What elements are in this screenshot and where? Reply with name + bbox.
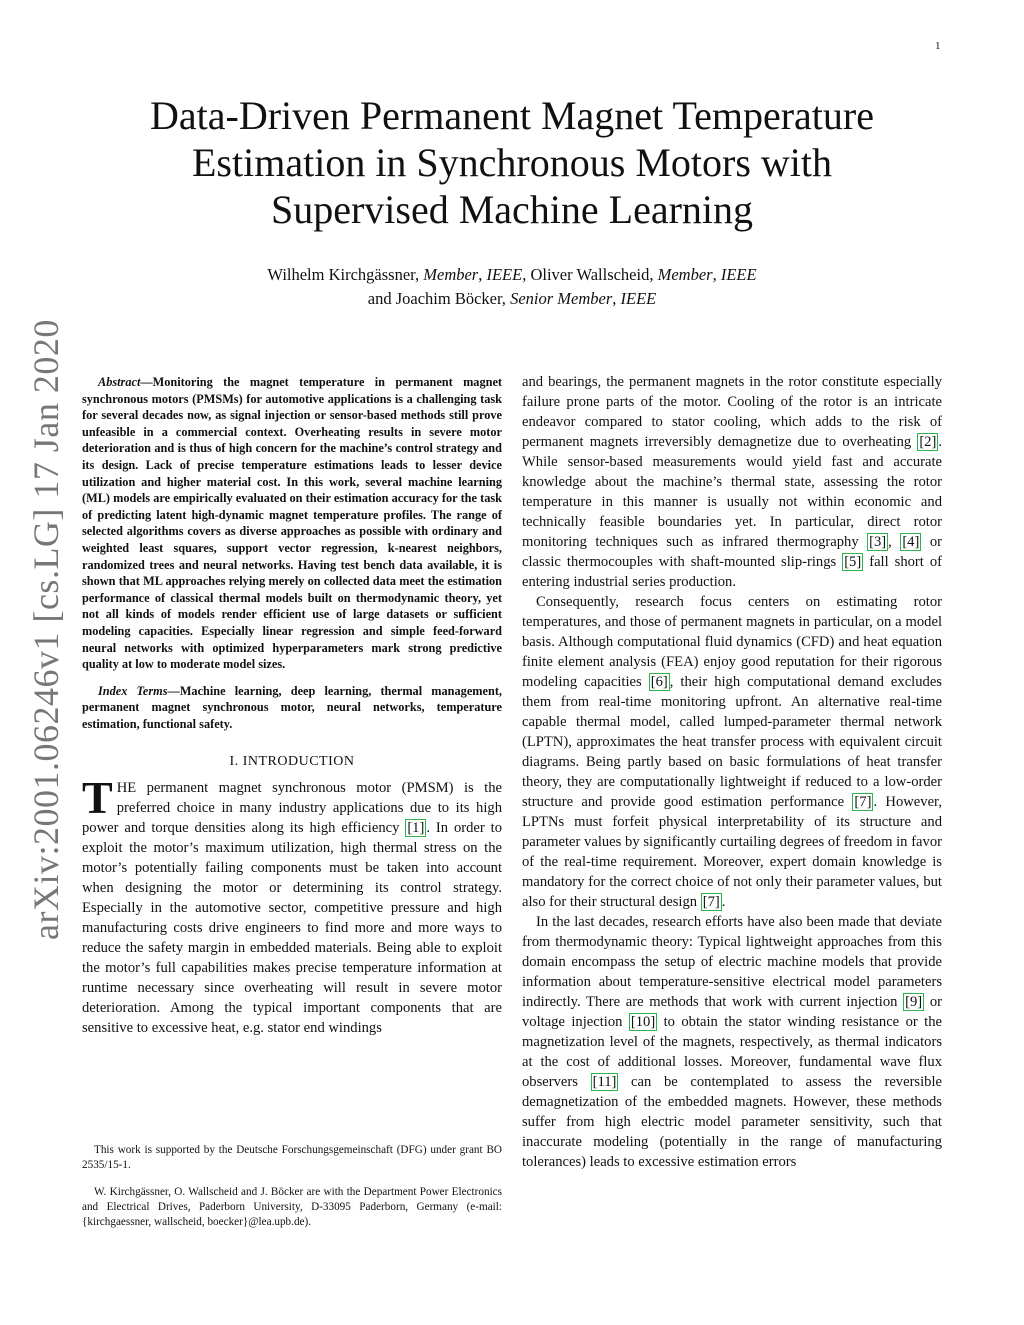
author-3-role: Senior Member — [510, 289, 613, 308]
author-3-org: IEEE — [620, 289, 657, 308]
section-title-initial: I — [242, 754, 248, 770]
citation-link[interactable]: [1] — [407, 820, 425, 837]
right-text: or classic thermocouples with shaft-mounted slip-rings — [522, 534, 942, 570]
index-terms — [82, 683, 502, 733]
left-column — [82, 374, 502, 1038]
right-text: . While sensor-based measurements would yield fast and accurate knowledge about the machine’s thermal state, assessing the rotor temperature in this manner is usually not within economic and technically feasible boundaries yet. In particular, direct rotor monitoring techniques such as infrared thermography — [522, 434, 942, 550]
intro-paragraph — [82, 772, 502, 1038]
citation-link[interactable]: [3] — [869, 534, 887, 550]
arxiv-stamp: arXiv:2001.06246v1 [cs.LG] 17 Jan 2020 — [26, 319, 66, 940]
index-terms-text: Machine learning, deep learning, thermal management, permanent magnet synchronous motor, neural networks, temperature estimation, functional safety. — [82, 683, 502, 731]
citation-link[interactable]: [11] — [592, 1074, 617, 1090]
abstract-dash: — — [140, 375, 153, 389]
author-line-2 — [150, 287, 874, 311]
paper-title: Data-Driven Permanent Magnet Temperature Estimation in Synchronous Motors with Supervised Machine Learning — [150, 93, 874, 232]
author-line-1 — [150, 263, 874, 287]
right-text: to obtain the stator winding resistance or the magnetization level of the magnets, respectively, as thermal indicators at the cost of additional losses. Moreover, fundamental wave flux observers — [522, 1014, 942, 1090]
author-separator: , — [712, 265, 721, 284]
citation-link[interactable]: [2] — [919, 434, 937, 450]
author-1-name: Wilhelm Kirchgässner, — [267, 265, 424, 284]
author-1-org: IEEE — [486, 265, 523, 284]
page-number: 1 — [935, 40, 941, 52]
author-2-org: IEEE — [720, 265, 757, 284]
section-number: I. — [229, 754, 243, 770]
footnotes — [82, 1143, 502, 1242]
right-text: fall short of entering industrial series production. — [522, 554, 942, 590]
right-text: . — [721, 894, 726, 910]
intro-text-a: permanent magnet synchronous motor (PMSM) is the preferred choice in many industry applications due to its high power and torque densities along its high efficiency — [82, 780, 502, 837]
author-2-role: Member — [657, 265, 713, 284]
citation-link[interactable]: [5] — [844, 554, 862, 570]
right-text: Consequently, research focus centers on estimating rotor temperatures, and those of permanent magnets in particular, on a model basis. Although computational fluid dynamics (CFD) and heat equation finite element analysis (FEA) enjoy good reputation for their rigorous modeling capacities — [522, 594, 942, 690]
abstract-text: Monitoring the magnet temperature in permanent magnet synchronous motors (PMSMs) for automotive applications is a challenging task for several decades now, as signal injection or sensor-based methods still prove unfeasible in a commercial context. Overheating results in severe motor deterioration and is thus of high concern for the machine’s control strategy and its design. Lack of precise temperature estimations leads to lesser device utilization and higher material cost. In this work, several machine learning (ML) models are empirically evaluated on their estimation accuracy for the task of predicting latent high-dynamic magnet temperature profiles. The range of selected algorithms covers as diverse approaches as possible with ordinary and weighted least squares, support vector regression, k-nearest neighbors, randomized trees and neural networks. Having test bench data available, it is shown that ML approaches relying merely on collected data meet the estimation performance of classical thermal models built on thermodynamic theory, yet not all kinds of models render efficient use of large datasets or sufficient modeling capacities. Especially linear regression and simple feed-forward neural networks with optimized hyperparameters mark strong predictive quality at low to moderate model sizes. — [82, 375, 502, 672]
right-text: or voltage injection — [522, 994, 942, 1030]
author-2-name: , Oliver Wallscheid, — [522, 265, 658, 284]
footnote-funding: This work is supported by the Deutsche Forschungsgemeinschaft (DFG) under grant BO 2535/15-1. — [82, 1144, 502, 1171]
right-column — [522, 372, 942, 1172]
author-block — [150, 263, 874, 311]
right-text: can be contemplated to assess the reversible demagnetization of the embedded magnets. However, these methods suffer from high electric model parameter sensitivity, such that inaccurate modeling (potentially in the range of manufacturing tolerances) leads to excessive estimation errors — [522, 1074, 942, 1170]
right-paragraph-3 — [522, 912, 942, 1172]
citation-link[interactable]: [7] — [702, 894, 720, 910]
section-heading-introduction — [82, 754, 502, 770]
right-text: . However, LPTNs must forfeit physical interpretability of its structure and parameter values by significantly curtailing degrees of freedom in favor of the real-time requirement. Moreover, expert domain knowledge is mandatory for the correct choice of not only their parameter values, but also for their structural design — [522, 794, 942, 910]
author-1-role: Member — [423, 265, 479, 284]
citation-link[interactable]: [7] — [854, 794, 872, 810]
author-separator: , — [612, 289, 621, 308]
drop-cap: T — [82, 772, 113, 824]
citation-link[interactable]: [10] — [630, 1014, 656, 1030]
right-text: In the last decades, research efforts have also been made that deviate from thermodynamic theory: Typical lightweight approaches from this domain encompass the setup of electric machine models that provide information about temperature-sensitive electrical model parameters indirectly. There are methods that work with current injection — [522, 914, 942, 1010]
right-paragraph-1 — [522, 372, 942, 592]
author-separator: , — [478, 265, 487, 284]
index-terms-dash: — — [167, 683, 180, 698]
right-text: , — [888, 534, 901, 550]
abstract — [82, 374, 502, 673]
right-text: and bearings, the permanent magnets in the rotor constitute especially failure prone parts of the motor. Cooling of the rotor is an intricate endeavor compared to stator cooling, which adds to the risk of permanent magnets irreversibly demagnetize due to overheating — [522, 374, 942, 450]
citation-link[interactable]: [6] — [650, 674, 668, 690]
intro-small-caps: HE — [116, 780, 137, 797]
intro-text-b: . In order to exploit the motor’s maximum utilization, high thermal stress on the motor’s potentially failing components must be taken into account when designing the motor or determining its control strategy. Especially in the automotive sector, competitive pressure and high manufacturing costs drive engineers to find more and more ways to reduce the safety margin in embedded materials. Being able to exploit the motor’s full capabilities makes precise temperature information at runtime necessary since overheating will result in severe motor deterioration. Among the typical important components that are sensitive to excessive heat, e.g. stator end windings — [82, 820, 502, 1037]
abstract-label: Abstract — [98, 375, 141, 389]
citation-link[interactable]: [9] — [905, 994, 923, 1010]
author-3-name: and Joachim Böcker, — [367, 289, 511, 308]
footnote-affiliation: W. Kirchgässner, O. Wallscheid and J. Böcker are with the Department Power Electronics and Electrical Drives, Paderborn University, D-33095 Paderborn, Germany (e-mail: {kirchgaessner, wallscheid, boecker}@lea.upb.de). — [82, 1186, 502, 1228]
index-terms-label: Index Terms — [98, 683, 168, 698]
right-paragraph-2 — [522, 592, 942, 912]
right-text: , their high computational demand excludes them from real-time monitoring upfront. An alternative real-time capable thermal model, called lumped-parameter thermal network (LPTN), approximates the heat transfer process with equivalent circuit diagrams. Being partly based on basic formulations of heat transfer theory, they are computationally lightweight if reduced to a low-order structure and provide good estimation performance — [522, 674, 942, 810]
section-title-rest: NTRODUCTION — [247, 754, 355, 770]
citation-link[interactable]: [4] — [902, 534, 920, 550]
